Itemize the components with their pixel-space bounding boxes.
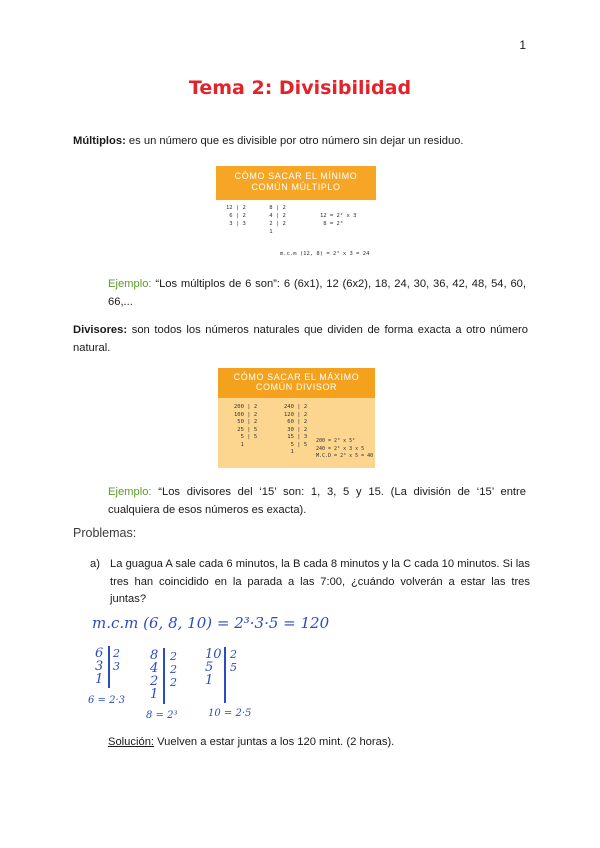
ejemplo-label: Ejemplo:: [108, 278, 152, 290]
hw-six-dividends: 6 3 1: [95, 646, 104, 687]
problem-marker: a): [90, 558, 100, 570]
problem-a: [90, 556, 530, 609]
ejemplo-divisores-text: “Los divisores del ‘15’ son: 1, 3, 5 y 15. (La división de ‘15’ entre cualquiera de esos números es exacta).: [108, 486, 526, 516]
page-title: Tema 2: Divisibilidad: [188, 77, 412, 99]
divisores-definition: son todos los números naturales que dividen de forma exacta a otro número natural.: [73, 324, 528, 354]
ejemplo-multiplos: [108, 276, 526, 311]
hw-six-result: 6 = 2·3: [88, 695, 126, 706]
hw-ten-result: 10 = 2·5: [208, 708, 252, 719]
mcm-figure: [216, 166, 376, 266]
hw-mcm-line: m.c.m (6, 8, 10) = 2³·3·5 = 120: [92, 614, 330, 632]
mcm-figure-result: m.c.m (12, 8) = 2³ x 3 = 24: [280, 251, 370, 257]
hw-ten-factors: 2 5: [230, 648, 237, 674]
divisores-paragraph: [73, 322, 528, 357]
multiplos-definition: es un número que es divisible por otro número sin dejar un residuo.: [125, 135, 464, 147]
hw-six-factors: 2 3: [113, 647, 120, 673]
hw-eight-result: 8 = 2³: [146, 710, 178, 721]
hw-ten-dividends: 10 5 1: [205, 647, 222, 688]
mcm-figure-notes: 12 = 2² x 3 8 = 2³: [320, 213, 357, 227]
mcd-figure-col1: 200 | 2 100 | 2 50 | 2 25 | 5 5 | 5 1: [234, 404, 258, 448]
problem-a-text: La guagua A sale cada 6 minutos, la B cada 8 minutos y la C cada 10 minutos. Si las tres han coincidido en la parada a las 7:00, ¿cuándo volverán a estar las tres juntas?: [110, 558, 530, 605]
mcd-figure-header: CÓMO SACAR EL MÁXIMO COMÚN DIVISOR: [218, 368, 375, 398]
mcd-figure-col2: 240 | 2 120 | 2 60 | 2 30 | 2 15 | 3 5 | 5 1: [284, 404, 308, 455]
multiplos-paragraph: [73, 133, 533, 151]
mcm-figure-header: CÓMO SACAR EL MÍNIMO COMÚN MÚLTIPLO: [216, 166, 376, 200]
solucion-label: Solución:: [108, 736, 155, 748]
hw-six-bar: [108, 646, 110, 688]
ejemplo-label: Ejemplo:: [108, 486, 152, 498]
hw-ten-bar: [224, 647, 226, 703]
mcd-figure-notes: 200 = 2³ x 5² 240 = 2⁴ x 3 x 5 M.C.D = 2³ x 5 = 40: [316, 438, 374, 459]
problemas-heading: Problemas:: [73, 526, 137, 540]
ejemplo-divisores: [108, 484, 526, 519]
solucion-line: [108, 736, 394, 748]
divisores-term: Divisores:: [73, 324, 128, 336]
hw-eight-dividends: 8 4 2 1: [150, 648, 159, 702]
solucion-text: Vuelven a estar juntas a los 120 mint. (2 horas).: [154, 736, 395, 748]
page-number: 1: [519, 38, 526, 52]
hw-eight-bar: [163, 648, 165, 704]
mcd-figure: [218, 368, 375, 468]
multiplos-term: Múltiplos:: [73, 135, 126, 147]
mcm-figure-col2: 8 | 2 4 | 2 2 | 2 1: [269, 205, 286, 235]
hw-eight-factors: 2 2 2: [170, 650, 177, 689]
mcm-figure-col1: 12 | 2 6 | 2 3 | 3: [226, 205, 246, 227]
ejemplo-multiplos-text: “Los múltiplos de 6 son”: 6 (6x1), 12 (6x2), 18, 24, 30, 36, 42, 48, 54, 60, 66,...: [108, 278, 526, 308]
